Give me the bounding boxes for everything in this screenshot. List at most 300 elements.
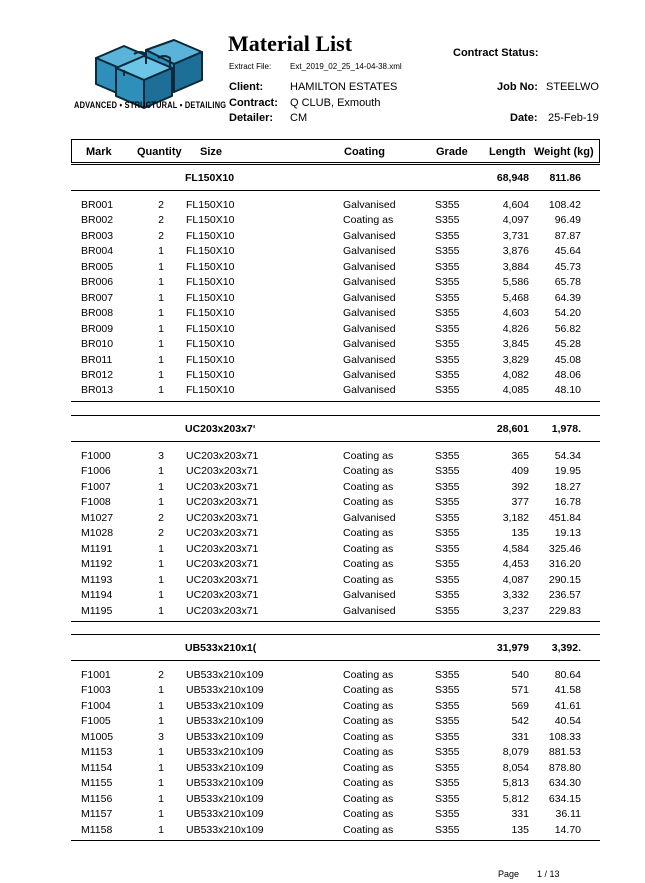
table-row [71,527,600,543]
cell-coating: Galvanised [343,604,396,617]
cell-length: 4,826 [502,322,529,335]
cell-weight: 236.57 [548,589,581,602]
cell-grade: S355 [435,761,460,774]
cell-grade: S355 [435,527,460,540]
cell-mark: BR003 [81,229,114,242]
cell-length: 4,453 [502,558,529,571]
section-head-rule [71,660,600,661]
table-row [71,496,600,512]
cell-quantity: 2 [158,199,164,211]
cell-mark: M1153 [81,746,113,759]
cell-length: 3,182 [502,511,529,524]
cell-mark: BR006 [81,276,114,289]
cell-mark: F1006 [81,465,111,478]
cell-weight: 878.80 [548,761,581,774]
cell-length: 377 [511,496,529,509]
section-size-heading: FL150X10 [185,172,235,184]
cell-mark: M1194 [81,589,113,602]
table-row [71,214,600,230]
cell-grade: S355 [435,715,460,728]
cell-mark: M1191 [81,542,113,555]
cell-coating: Coating as [343,715,394,728]
job-no-value: STEELWO [546,81,599,93]
page-label: Page [498,869,520,879]
cell-length: 5,813 [502,777,529,790]
cell-quantity: 1 [158,465,164,478]
cell-weight: 290.15 [548,573,581,586]
cell-length: 3,237 [502,604,529,617]
cell-grade: S355 [435,573,460,586]
cell-weight: 48.10 [554,384,581,397]
cell-mark: BR008 [81,307,114,320]
table-row [71,292,600,308]
cell-quantity: 1 [158,808,164,821]
cell-length: 8,079 [502,746,529,759]
cell-grade: S355 [435,245,460,258]
cell-size: UB533x210x109 [186,823,264,836]
cell-mark: M1156 [81,792,113,805]
logo-text: ADVANCED • STRUCTURAL • DETAILING [74,100,227,110]
cell-mark: F1005 [81,715,111,728]
cell-coating: Coating as [343,573,394,586]
extract-file-value: Ext_2019_02_25_14-04-38.xml [290,62,402,71]
cell-grade: S355 [435,604,460,617]
cell-size: FL150X10 [186,276,235,289]
cell-length: 8,054 [502,761,529,774]
table-row [71,338,600,354]
cell-weight: 108.42 [548,199,581,211]
cell-mark: BR011 [81,353,113,366]
cell-size: FL150X10 [186,245,235,258]
section-bottom-rule [71,840,600,841]
job-no-label: Job No: [497,81,538,93]
col-quantity: Quantity [137,146,182,158]
cell-coating: Galvanised [343,199,396,211]
cell-size: UB533x210x109 [186,730,264,743]
table-row [71,793,600,809]
cell-weight: 41.58 [554,684,581,697]
cell-grade: S355 [435,322,460,335]
cell-coating: Coating as [343,669,394,681]
cell-grade: S355 [435,276,460,289]
cell-coating: Coating as [343,214,394,227]
column-header [71,139,600,163]
cell-grade: S355 [435,808,460,821]
cell-mark: F1003 [81,684,111,697]
cell-quantity: 1 [158,573,164,586]
cell-quantity: 1 [158,353,164,366]
section-size-heading: UC203x203x7‘ [185,423,256,435]
cell-weight: 56.82 [554,322,581,335]
cell-coating: Coating as [343,465,394,478]
cell-grade: S355 [435,260,460,273]
table-row [71,450,600,466]
cell-mark: BR007 [81,291,114,304]
cell-grade: S355 [435,480,460,493]
cell-size: FL150X10 [186,307,235,320]
table-row [71,731,600,747]
cell-size: UC203x203x71 [186,558,259,571]
table-row [71,715,600,731]
cell-quantity: 1 [158,823,164,836]
table-row [71,307,600,323]
cell-size: UB533x210x109 [186,699,264,712]
cell-length: 135 [511,823,529,836]
cell-quantity: 1 [158,384,164,397]
cell-length: 569 [511,699,529,712]
table-row [71,512,600,528]
table-row [71,465,600,481]
cell-weight: 45.08 [554,353,581,366]
cell-weight: 634.15 [548,792,581,805]
cell-quantity: 1 [158,496,164,509]
cell-grade: S355 [435,511,460,524]
cell-weight: 108.33 [548,730,581,743]
cell-mark: M1028 [81,527,114,540]
cell-quantity: 2 [158,669,164,681]
cell-coating: Coating as [343,730,394,743]
table-row [71,700,600,716]
cell-size: FL150X10 [186,353,235,366]
cell-coating: Galvanised [343,384,396,397]
cell-grade: S355 [435,384,460,397]
cell-quantity: 1 [158,260,164,273]
cell-size: UC203x203x71 [186,450,259,462]
cell-size: UC203x203x71 [186,465,259,478]
cell-weight: 45.73 [554,260,581,273]
cell-mark: BR010 [81,338,114,351]
cell-quantity: 2 [158,214,164,227]
cell-mark: BR001 [81,199,114,211]
detailer-value: CM [290,112,308,124]
cell-coating: Coating as [343,808,394,821]
cell-length: 5,586 [502,276,529,289]
cell-mark: M1155 [81,777,113,790]
cell-weight: 19.13 [554,527,581,540]
cell-size: FL150X10 [186,260,235,273]
cell-weight: 54.20 [554,307,581,320]
cell-weight: 18.27 [554,480,581,493]
cell-size: FL150X10 [186,229,235,242]
table-row [71,323,600,339]
cell-weight: 65.78 [554,276,581,289]
cell-weight: 48.06 [554,368,581,381]
cell-quantity: 1 [158,291,164,304]
cell-grade: S355 [435,730,460,743]
contract-label: Contract: [229,97,278,109]
cell-quantity: 1 [158,604,164,617]
cell-mark: F1007 [81,480,111,493]
section-total-length: 68,948 [496,172,529,184]
cell-size: FL150X10 [186,322,235,335]
cell-quantity: 1 [158,307,164,320]
cell-length: 4,085 [502,384,529,397]
cell-size: UC203x203x71 [186,496,259,509]
date-value: 25-Feb-19 [548,112,599,124]
cell-mark: BR009 [81,322,114,335]
cell-length: 409 [511,465,529,478]
cell-quantity: 1 [158,699,164,712]
cell-weight: 16.78 [554,496,581,509]
cell-length: 331 [511,730,529,743]
cell-quantity: 1 [158,322,164,335]
col-mark: Mark [86,146,112,158]
cell-mark: BR013 [81,384,114,397]
cell-coating: Coating as [343,558,394,571]
cell-grade: S355 [435,542,460,555]
cell-quantity: 3 [158,730,164,743]
cell-grade: S355 [435,307,460,320]
cell-size: FL150X10 [186,368,235,381]
table-row [71,543,600,559]
cell-coating: Coating as [343,761,394,774]
cell-mark: M1192 [81,558,113,571]
cell-length: 540 [511,669,529,681]
cell-grade: S355 [435,684,460,697]
cell-quantity: 1 [158,368,164,381]
section-bottom-rule [71,621,600,622]
cell-weight: 41.61 [554,699,581,712]
cell-weight: 45.28 [554,338,581,351]
cell-coating: Coating as [343,496,394,509]
cell-weight: 40.54 [554,715,581,728]
cell-coating: Coating as [343,746,394,759]
cell-grade: S355 [435,199,460,211]
cell-coating: Coating as [343,684,394,697]
table-row [71,574,600,590]
cell-grade: S355 [435,229,460,242]
cell-grade: S355 [435,792,460,805]
table-row [71,261,600,277]
cell-mark: BR012 [81,368,114,381]
cell-size: UB533x210x109 [186,792,264,805]
cell-length: 3,884 [502,260,529,273]
cell-coating: Galvanised [343,353,396,366]
cell-length: 542 [511,715,529,728]
cell-size: UC203x203x71 [186,511,259,524]
table-row [71,824,600,840]
cell-weight: 316.20 [548,558,581,571]
cell-quantity: 1 [158,761,164,774]
cell-length: 4,584 [502,542,529,555]
cell-size: UB533x210x109 [186,715,264,728]
cell-grade: S355 [435,496,460,509]
cell-length: 5,468 [502,291,529,304]
cell-mark: BR005 [81,260,114,273]
cell-quantity: 1 [158,589,164,602]
section-total-weight: 811.86 [549,172,581,184]
section-bottom-rule [71,401,600,402]
cell-grade: S355 [435,746,460,759]
cell-length: 4,097 [502,214,529,227]
cell-weight: 45.64 [554,245,581,258]
cell-quantity: 2 [158,527,164,540]
table-row [71,777,600,793]
cell-length: 331 [511,808,529,821]
cell-grade: S355 [435,291,460,304]
cell-weight: 54.34 [554,450,581,462]
cell-size: UC203x203x71 [186,542,259,555]
cell-weight: 229.83 [548,604,581,617]
cell-coating: Coating as [343,823,394,836]
cell-length: 3,332 [502,589,529,602]
table-row [71,384,600,400]
cell-weight: 451.84 [548,511,581,524]
cell-coating: Coating as [343,542,394,555]
cell-weight: 325.46 [548,542,581,555]
cell-weight: 80.64 [554,669,581,681]
cell-weight: 36.11 [555,808,581,821]
extract-file-label: Extract File: [229,62,272,71]
cell-length: 135 [511,527,529,540]
cell-grade: S355 [435,214,460,227]
cell-quantity: 1 [158,715,164,728]
section-head-rule [71,190,600,191]
cell-coating: Galvanised [343,338,396,351]
contract-status-label: Contract Status: [453,47,539,59]
cell-size: UC203x203x71 [186,604,259,617]
client-label: Client: [229,81,264,93]
cell-grade: S355 [435,450,460,462]
cell-mark: F1001 [81,669,111,681]
cell-size: UB533x210x109 [186,669,264,681]
cell-coating: Coating as [343,792,394,805]
cell-mark: M1193 [81,573,113,586]
cell-length: 3,876 [502,245,529,258]
cell-size: UB533x210x109 [186,777,264,790]
cell-length: 571 [511,684,529,697]
cell-length: 4,087 [502,573,529,586]
cell-grade: S355 [435,699,460,712]
section-total-length: 31,979 [496,642,529,654]
cell-grade: S355 [435,338,460,351]
cell-grade: S355 [435,353,460,366]
cell-quantity: 1 [158,746,164,759]
cell-mark: M1157 [81,808,113,821]
table-row [71,276,600,292]
col-weight: Weight (kg) [534,146,594,158]
table-row [71,354,600,370]
cell-mark: BR002 [81,214,114,227]
section-total-weight: 3,392. [551,642,581,654]
cell-weight: 14.70 [554,823,581,836]
cell-length: 5,812 [502,792,529,805]
cell-coating: Coating as [343,699,394,712]
cell-size: UB533x210x109 [186,761,264,774]
cell-length: 3,731 [502,229,529,242]
cell-length: 4,604 [502,199,529,211]
table-row [71,369,600,385]
table-row [71,199,600,215]
cell-grade: S355 [435,669,460,681]
table-row [71,762,600,778]
cell-quantity: 1 [158,792,164,805]
cell-coating: Galvanised [343,276,396,289]
cell-coating: Coating as [343,777,394,790]
cell-quantity: 1 [158,684,164,697]
section-total-length: 28,601 [496,423,529,435]
section-total-weight: 1,978. [551,423,581,435]
cell-quantity: 1 [158,558,164,571]
table-row [71,669,600,685]
cell-coating: Coating as [343,480,394,493]
cell-quantity: 1 [158,245,164,258]
section-head-rule [71,441,600,442]
cell-coating: Coating as [343,527,394,540]
cell-quantity: 2 [158,229,164,242]
cell-size: FL150X10 [186,338,235,351]
cell-quantity: 1 [158,276,164,289]
cell-weight: 64.39 [554,291,581,304]
contract-value: Q CLUB, Exmouth [290,97,381,109]
cell-coating: Galvanised [343,322,396,335]
cell-size: UC203x203x71 [186,573,259,586]
table-row [71,558,600,574]
cell-quantity: 1 [158,338,164,351]
cell-quantity: 3 [158,450,164,462]
cell-mark: M1195 [81,604,113,617]
section-top-rule [71,634,600,635]
cell-length: 392 [511,480,529,493]
cell-coating: Galvanised [343,368,396,381]
table-row [71,245,600,261]
cell-quantity: 1 [158,777,164,790]
cell-size: UB533x210x109 [186,684,264,697]
cell-length: 365 [511,450,529,462]
cell-size: UB533x210x109 [186,808,264,821]
col-length: Length [489,146,526,158]
cell-quantity: 1 [158,480,164,493]
cell-size: FL150X10 [186,384,235,397]
cell-coating: Coating as [343,450,394,462]
date-label: Date: [510,112,538,124]
cell-mark: F1004 [81,699,111,712]
cell-grade: S355 [435,823,460,836]
cell-quantity: 1 [158,542,164,555]
cell-mark: BR004 [81,245,114,258]
cell-length: 3,829 [502,353,529,366]
table-row [71,230,600,246]
cell-weight: 87.87 [554,229,581,242]
cell-quantity: 2 [158,511,164,524]
cell-coating: Galvanised [343,307,396,320]
col-size: Size [200,146,223,158]
cell-grade: S355 [435,368,460,381]
col-coating: Coating [344,146,385,158]
client-value: HAMILTON ESTATES [290,81,398,93]
cell-length: 4,603 [502,307,529,320]
cell-grade: S355 [435,777,460,790]
cell-mark: F1000 [81,450,111,462]
page-title: Material List [228,31,353,56]
cell-coating: Galvanised [343,260,396,273]
section-top-rule [71,415,600,416]
cell-mark: M1158 [81,823,113,836]
cell-weight: 634.30 [548,777,581,790]
cell-grade: S355 [435,465,460,478]
cell-size: UC203x203x71 [186,589,259,602]
cell-coating: Galvanised [343,589,396,602]
cell-length: 3,845 [502,338,529,351]
page-number: 1 / 13 [537,869,560,879]
cell-coating: Galvanised [343,229,396,242]
cell-weight: 881.53 [548,746,581,759]
table-row [71,589,600,605]
cell-mark: M1005 [81,730,114,743]
cell-length: 4,082 [502,368,529,381]
cell-grade: S355 [435,558,460,571]
cell-weight: 19.95 [554,465,581,478]
